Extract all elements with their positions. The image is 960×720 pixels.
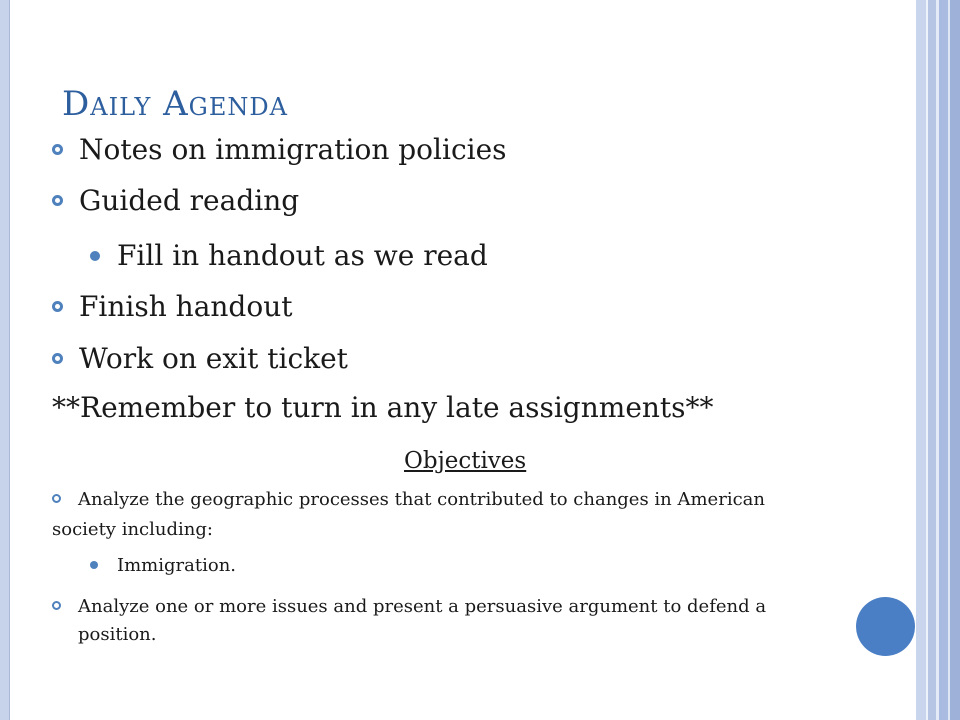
agenda-item-text: Guided reading	[79, 184, 300, 217]
objective-line: Analyze the geographic processes that contributed to changes in American	[78, 489, 765, 510]
ring-bullet-icon	[52, 195, 63, 206]
objective-line: society including:	[52, 519, 213, 540]
agenda-item-text: Notes on immigration policies	[79, 133, 507, 166]
objective-subitem-text: Immigration.	[117, 555, 237, 576]
right-decorative-stripes	[916, 0, 960, 720]
decorative-circle	[856, 597, 915, 656]
slide-title: Daily Agenda	[62, 84, 288, 124]
objective-line: Analyze one or more issues and present a persuasive argument to defend a	[78, 596, 767, 617]
dot-bullet-icon	[90, 561, 98, 569]
agenda-subitem-text: Fill in handout as we read	[117, 239, 488, 272]
ring-bullet-icon	[52, 301, 63, 312]
ring-bullet-icon	[52, 353, 63, 364]
left-border	[0, 0, 10, 720]
ring-bullet-icon	[52, 494, 61, 503]
agenda-item-text: Finish handout	[79, 290, 293, 323]
objective-line: position.	[78, 624, 157, 645]
objectives-heading: Objectives	[404, 448, 527, 474]
ring-bullet-icon	[52, 144, 63, 155]
agenda-item-text: Work on exit ticket	[79, 342, 348, 375]
late-assignments-reminder: **Remember to turn in any late assignments**	[52, 391, 714, 424]
dot-bullet-icon	[90, 251, 100, 261]
ring-bullet-icon	[52, 601, 61, 610]
